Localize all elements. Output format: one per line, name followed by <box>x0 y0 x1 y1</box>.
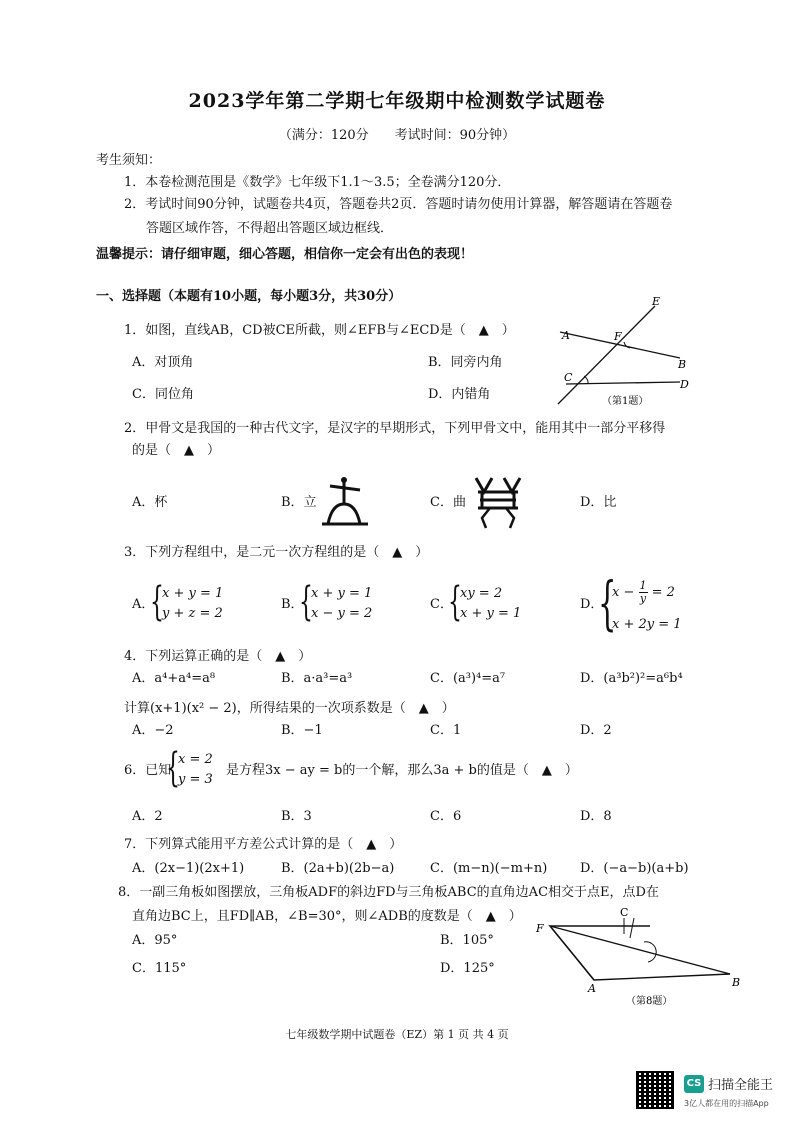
label-c: C <box>620 906 629 919</box>
label-a: A <box>588 982 596 995</box>
label-f: F <box>614 330 622 343</box>
label-f: F <box>536 922 544 935</box>
q3-d-fraction-num: 1 <box>639 579 647 592</box>
q8-option-d: D．125° <box>440 961 495 976</box>
camscanner-logo-icon: CS <box>684 1075 704 1093</box>
q1-option-b: B．同旁内角 <box>428 355 503 370</box>
q3-d-eq2: x + 2y = 1 <box>612 617 682 632</box>
q2-stem-1: 2．甲骨文是我国的一种古代文字，是汉字的早期形式，下列甲骨文中，能用其中一部分平移得 <box>124 421 666 436</box>
q5-option-b: B．−1 <box>281 723 323 738</box>
q3-d-eq1-post: = 2 <box>651 585 675 600</box>
q3-d-fraction <box>639 580 648 605</box>
q6-post: 是方程3x − ay = b的一个解，那么3a + b的值是（ ▲ ） <box>226 763 578 778</box>
q7-option-d: D．(−a−b)(a+b) <box>580 861 689 876</box>
q3-d-fraction-den: y <box>639 592 647 605</box>
q8-option-c: C．115° <box>132 961 187 976</box>
q3-option-d: D． <box>580 597 604 612</box>
q4-option-d: D．(a³b²)²=a⁶b⁴ <box>580 671 683 686</box>
notice-item-1: 1．本卷检测范围是《数学》七年级下1.1～3.5；全卷满分120分． <box>124 175 511 190</box>
q6-option-a: A．2 <box>132 809 163 824</box>
q3-b-eq1: x + y = 1 <box>311 586 373 601</box>
q2-option-d: D．比 <box>580 495 617 510</box>
q3-c-eq1: xy = 2 <box>460 586 503 601</box>
q3-a-eq2: y + z = 2 <box>162 606 223 621</box>
q7-option-a: A．(2x−1)(2x+1) <box>132 861 245 876</box>
q3-option-c: C． <box>430 597 453 612</box>
line-cd <box>566 382 680 384</box>
label-a: A <box>562 329 570 342</box>
q3-stem: 3．下列方程组中，是二元一次方程组的是（ ▲ ） <box>124 545 429 560</box>
q1-option-d: D．内错角 <box>428 387 491 402</box>
q3-option-a: A． <box>132 597 155 612</box>
q2-option-c: C．曲 <box>430 495 466 510</box>
q3-d-eq1-pre: x − <box>612 585 635 600</box>
q6-brace: { <box>166 745 180 791</box>
notice-heading: 考生须知： <box>96 153 162 168</box>
q5-option-a: A．−2 <box>132 723 174 738</box>
q8-option-a: A．95° <box>132 933 178 948</box>
scanner-app-name: 扫描全能王 <box>708 1078 774 1093</box>
q8-stem-1: 8．一副三角板如图摆放，三角板ADF的斜边FD与三角板ABC的直角边AC相交于点E，点D在 <box>118 885 659 900</box>
q6-pre: 6．已知 <box>124 763 172 778</box>
q5-stem: 计算(x+1)(x² − 2)，所得结果的一次项系数是（ ▲ ） <box>124 701 455 716</box>
triangle-abc <box>550 926 730 980</box>
q2-option-a: A．杯 <box>132 495 168 510</box>
warm-tip: 温馨提示：请仔细审题，细心答题，相信你一定会有出色的表现！ <box>96 247 474 262</box>
q4-stem: 4．下列运算正确的是（ ▲ ） <box>124 649 312 664</box>
q1-figure <box>540 292 710 410</box>
q4-option-c: C．(a³)⁴=a⁷ <box>430 671 506 686</box>
q2-option-b: B．立 <box>281 495 317 510</box>
q3-a-eq1: x + y = 1 <box>162 586 224 601</box>
q8-stem-2: 直角边BC上，且FD∥AB，∠B=30°，则∠ADB的度数是（ ▲ ） <box>132 909 522 924</box>
q3-c-brace: { <box>448 579 462 625</box>
q3-a-brace: { <box>150 579 164 625</box>
label-c: C <box>564 371 573 384</box>
mark-2 <box>630 918 634 938</box>
exam-subtitle: （满分：120分 考试时间：90分钟） <box>278 128 516 143</box>
q3-option-b: B． <box>281 597 304 612</box>
q8-option-b: B．105° <box>440 933 494 948</box>
q7-stem: 7．下列算式能用平方差公式计算的是（ ▲ ） <box>124 837 403 852</box>
q5-option-d: D．2 <box>580 723 612 738</box>
q6-eq1: x = 2 <box>178 752 213 767</box>
oracle-li-glyph-icon <box>318 474 378 530</box>
notice-item-2a: 2．考试时间90分钟，试题卷共4页，答题卷共2页．答题时请勿使用计算器，解答题请在答题卷 <box>124 197 673 212</box>
q3-c-eq2: x + y = 1 <box>460 606 522 621</box>
q3-d-eq1 <box>612 580 675 605</box>
oracle-qu-glyph-icon <box>470 472 532 534</box>
q4-option-a: A．a⁴+a⁴=a⁸ <box>132 671 216 686</box>
label-d: D <box>680 378 689 391</box>
q5-option-c: C．1 <box>430 723 462 738</box>
q1-stem: 1．如图，直线AB，CD被CE所截，则∠EFB与∠ECD是（ ▲ ） <box>124 323 515 338</box>
label-b: B <box>678 358 687 371</box>
label-e: E <box>652 295 661 308</box>
line-ce <box>558 306 655 404</box>
q7-option-c: C．(m−n)(−m+n) <box>430 861 548 876</box>
page-footer: 七年级数学期中试题卷（EZ）第 1 页 共 4 页 <box>285 1028 509 1041</box>
q3-d-brace: { <box>598 569 617 637</box>
q6-option-d: D．8 <box>580 809 612 824</box>
notice-item-2b: 答题区域作答，不得超出答题区域边框线． <box>146 221 394 236</box>
q1-option-a: A．对顶角 <box>132 355 194 370</box>
q1-caption: （第1题） <box>602 396 649 407</box>
q6-option-c: C．6 <box>430 809 462 824</box>
page-title: 2023学年第二学期七年级期中检测数学试题卷 <box>188 90 606 112</box>
scanner-tagline: 3亿人都在用的扫描App <box>684 1099 769 1108</box>
qr-code-icon <box>636 1071 674 1109</box>
q2-stem-2: 的是（ ▲ ） <box>132 443 220 458</box>
q3-b-brace: { <box>299 579 313 625</box>
q1-option-c: C．同位角 <box>132 387 194 402</box>
label-b: B <box>732 976 741 989</box>
section-heading: 一、选择题（本题有10小题，每小题3分，共30分） <box>96 289 402 304</box>
side-fa <box>550 926 594 980</box>
q7-option-b: B．(2a+b)(2b−a) <box>281 861 395 876</box>
q8-caption: （第8题） <box>626 996 673 1007</box>
q6-eq2: y = 3 <box>178 772 213 787</box>
q6-option-b: B．3 <box>281 809 312 824</box>
q4-option-b: B．a·a³=a³ <box>281 671 353 686</box>
q8-figure <box>530 904 750 1008</box>
q3-b-eq2: x − y = 2 <box>311 606 373 621</box>
